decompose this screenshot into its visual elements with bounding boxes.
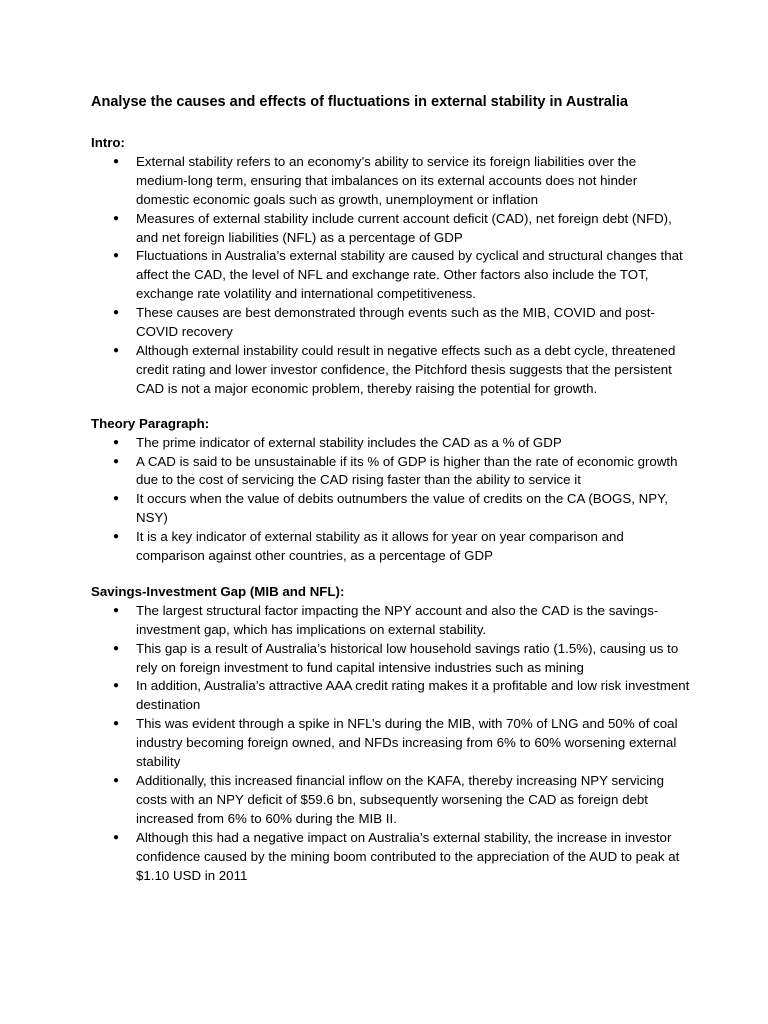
section-theory	[91, 415, 691, 566]
list-item	[91, 247, 691, 304]
bullet-list	[91, 153, 691, 399]
bullet-icon: ●	[113, 212, 120, 224]
bullet-icon: ●	[113, 250, 120, 262]
bullet-icon: ●	[113, 155, 120, 167]
bullet-icon: ●	[113, 307, 120, 319]
list-item-text: It is a key indicator of external stability as it allows for year on year comparison and comparison against other countries, as a percentage of GDP	[136, 529, 624, 564]
document-page	[91, 92, 691, 885]
list-item	[91, 602, 691, 640]
bullet-icon: ●	[113, 455, 120, 467]
list-item	[91, 153, 691, 210]
bullet-icon: ●	[113, 493, 120, 505]
bullet-list	[91, 602, 691, 886]
bullet-icon: ●	[113, 831, 120, 843]
document-title: Analyse the causes and effects of fluctuations in external stability in Australia	[91, 94, 628, 110]
bullet-icon: ●	[113, 642, 120, 654]
list-item	[91, 640, 691, 678]
list-item	[91, 715, 691, 772]
list-item-text: A CAD is said to be unsustainable if its % of GDP is higher than the rate of economic growth due to the cost of servicing the CAD rising faster than the ability to service it	[136, 453, 678, 488]
bullet-icon: ●	[113, 344, 120, 356]
section-intro	[91, 134, 691, 399]
list-item-text: This gap is a result of Australia’s historical low household savings ratio (1.5%), causing us to rely on foreign investment to fund capital intensive industries such as mining	[136, 640, 679, 675]
list-item-text: External stability refers to an economy’s ability to service its foreign liabilities over the medium-long term, ensuring that imbalances on its external accounts does not hinder domestic economic goals such as growth, unemployment or inflation	[136, 153, 638, 207]
list-item-text: The largest structural factor impacting the NPY account and also the CAD is the savings-investment gap, which has implications on external stability.	[136, 602, 659, 637]
section-heading: Theory Paragraph:	[91, 415, 210, 431]
list-item-text: Although external instability could result in negative effects such as a debt cycle, threatened credit rating and lower investor confidence, the Pitchford thesis suggests that the persistent CAD is not a major economic problem, thereby raising the potential for growth.	[136, 342, 676, 396]
bullet-icon: ●	[113, 718, 120, 730]
list-item-text: These causes are best demonstrated through events such as the MIB, COVID and post-COVID recovery	[136, 305, 655, 340]
bullet-icon: ●	[113, 775, 120, 786]
section-savings-investment-gap	[91, 583, 691, 886]
list-item	[91, 677, 691, 715]
section-heading: Savings-Investment Gap (MIB and NFL):	[91, 583, 345, 599]
list-item-text: In addition, Australia’s attractive AAA credit rating makes it a profitable and low risk investment destination	[136, 678, 690, 713]
list-item-text: Fluctuations in Australia’s external stability are caused by cyclical and structural changes that affect the CAD, the level of NFL and exchange rate. Other factors also include the TOT, exchange rate volatility and international competitiveness.	[136, 248, 683, 302]
list-item	[91, 490, 691, 528]
list-item	[91, 210, 691, 248]
list-item	[91, 434, 691, 453]
list-item-text: Measures of external stability include current account deficit (CAD), net foreign debt (NFD), and net foreign liabilities (NFL) as a percentage of GDP	[136, 210, 672, 245]
list-item	[91, 829, 691, 886]
list-item-text: This was evident through a spike in NFL’s during the MIB, with 70% of LNG and 50% of coal industry becoming foreign owned, and NFDs increasing from 6% to 60% worsening external stability	[136, 716, 678, 770]
list-item	[91, 528, 691, 566]
section-heading: Intro:	[91, 135, 125, 150]
list-item	[91, 304, 691, 342]
list-item	[91, 453, 691, 491]
list-item-text: The prime indicator of external stability includes the CAD as a % of GDP	[136, 434, 562, 450]
bullet-list	[91, 434, 691, 566]
list-item-text: Although this had a negative impact on Australia’s external stability, the increase in investor confidence caused by the mining boom contributed to the appreciation of the AUD to peak at $1.10 USD in 2011	[136, 829, 680, 883]
list-item-text: It occurs when the value of debits outnumbers the value of credits on the CA (BOGS, NPY, NSY)	[136, 491, 668, 526]
list-item	[91, 342, 691, 399]
bullet-icon: ●	[113, 680, 120, 692]
list-item-text: Additionally, this increased financial inflow on the KAFA, thereby increasing NPY servicing costs with an NPY deficit of $59.6 bn, subsequently worsening the CAD as foreign debt increased from 6% to 60% during the MIB II.	[136, 773, 664, 826]
list-item	[91, 772, 691, 829]
bullet-icon: ●	[113, 436, 120, 448]
bullet-icon: ●	[113, 531, 120, 543]
bullet-icon: ●	[113, 604, 120, 616]
